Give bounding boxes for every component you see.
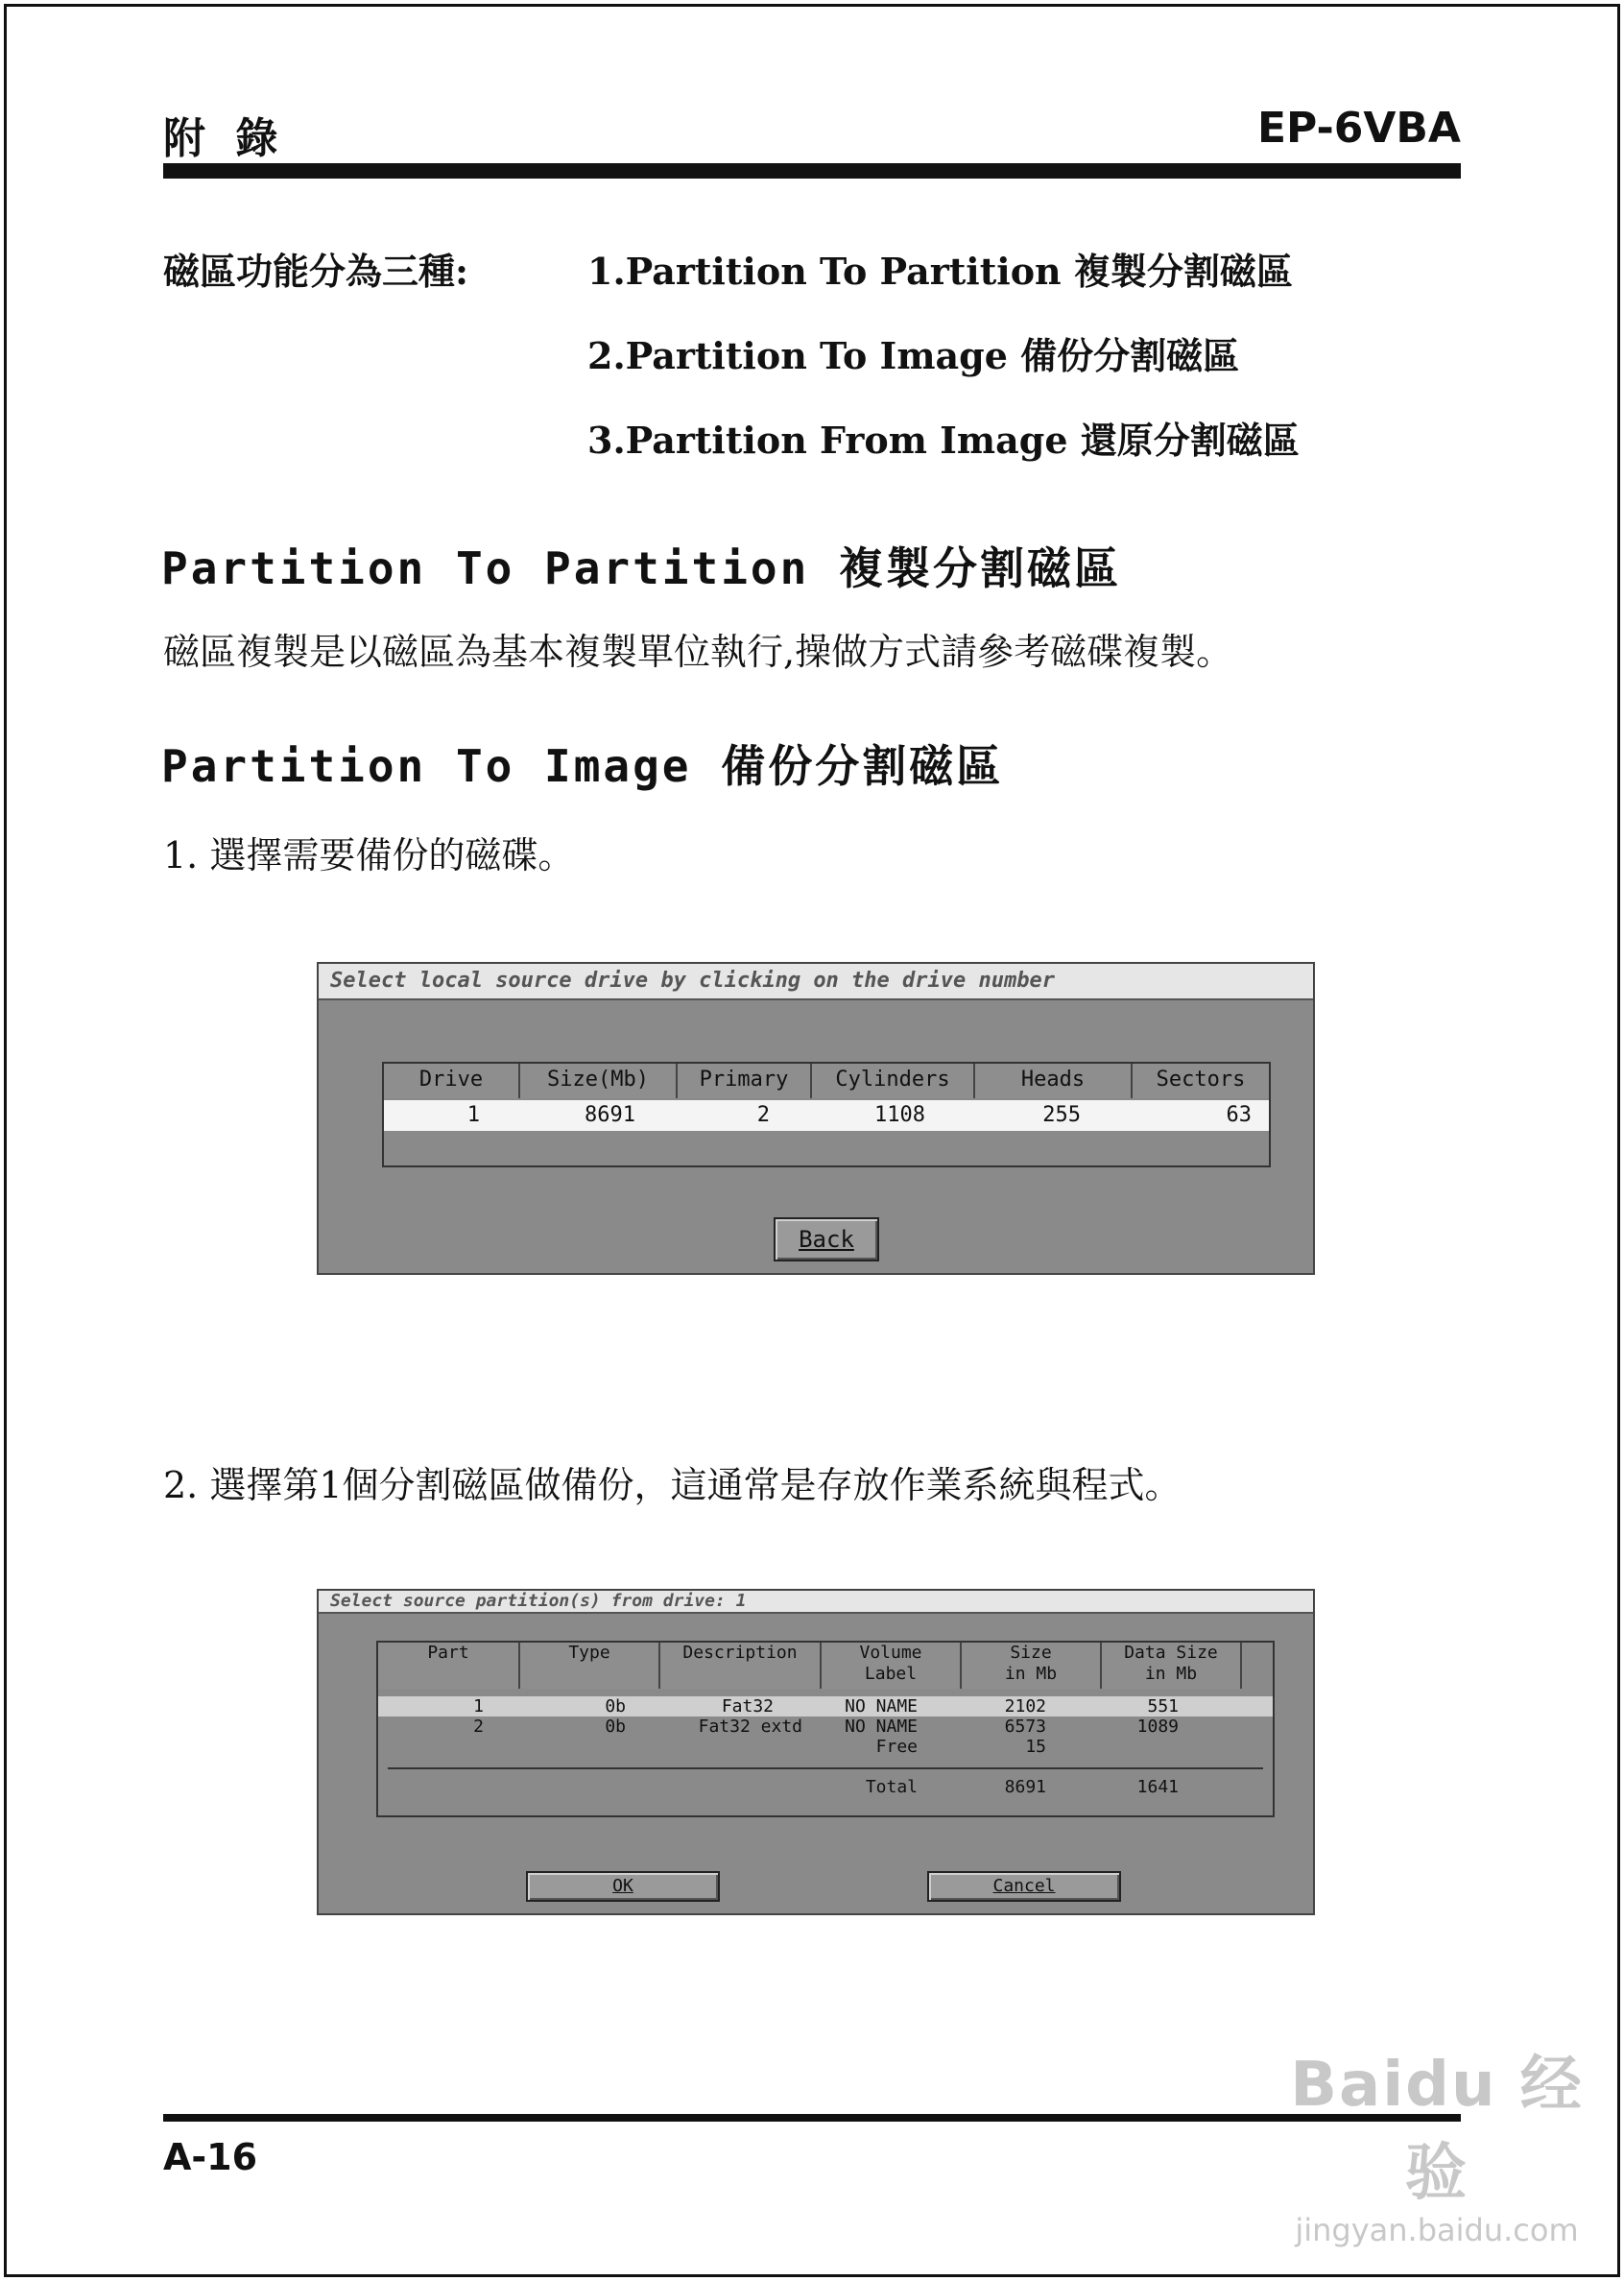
source-drive-dialog (317, 962, 1315, 1275)
cell-description: Fat32 (721, 1696, 774, 1717)
header-appendix: 附 錄 (163, 114, 286, 163)
cancel-button[interactable] (927, 1871, 1121, 1902)
free-space-row (378, 1737, 1273, 1757)
cell-size: 2102 (1004, 1696, 1046, 1717)
cell-type: 0b (605, 1717, 626, 1737)
dialog-title: Select source partition(s) from drive: 1 (319, 1591, 1313, 1614)
section-body: 磁區複製是以磁區為基本複製單位執行,操做方式請參考磁碟複製。 (163, 631, 1233, 673)
column-header: Part (378, 1643, 520, 1689)
cell-primary: 2 (756, 1103, 770, 1127)
header-rule (163, 163, 1461, 179)
intro-item: 3.Partition From Image 還原分割磁區 (587, 419, 1300, 462)
watermark (1278, 2035, 1595, 2248)
page-number: A-16 (163, 2136, 258, 2178)
column-header: Type (520, 1643, 660, 1689)
cell-size: 15 (1025, 1737, 1046, 1757)
column-header: Drive (384, 1064, 520, 1098)
cell-description: Fat32 extd (698, 1717, 802, 1737)
cell-part: 1 (473, 1696, 484, 1717)
step-text: 2. 選擇第1個分割磁區做備份，這通常是存放作業系統與程式。 (163, 1464, 1182, 1506)
intro-lead: 磁區功能分為三種: (163, 250, 469, 293)
cell-drive: 1 (466, 1103, 480, 1127)
back-button[interactable] (774, 1217, 879, 1261)
total-size: 8691 (1004, 1777, 1046, 1797)
cell-part: 2 (473, 1717, 484, 1737)
watermark-url: jingyan.baidu.com (1295, 2212, 1579, 2248)
cancel-button-label: Cancel (992, 1876, 1056, 1896)
cell-data-size: 551 (1147, 1696, 1179, 1717)
total-label: Total (865, 1777, 918, 1797)
column-header: Cylinders (812, 1064, 975, 1098)
partition-row[interactable] (378, 1717, 1273, 1737)
total-data-size: 1641 (1136, 1777, 1179, 1797)
section-title: Partition To Partition 複製分割磁區 (161, 542, 1121, 594)
column-header: Primary (678, 1064, 812, 1098)
intro-item: 1.Partition To Partition 複製分割磁區 (587, 250, 1293, 293)
source-partition-dialog (317, 1589, 1315, 1915)
intro-item: 2.Partition To Image 備份分割磁區 (587, 334, 1240, 377)
cell-heads: 255 (1042, 1103, 1081, 1127)
cell-label: Free (875, 1737, 918, 1757)
section-title: Partition To Image 備份分割磁區 (161, 740, 1004, 792)
footer-rule (163, 2114, 1461, 2122)
watermark-logo: Baidu 经验 (1290, 2050, 1584, 2209)
column-header: Data Size in Mb (1102, 1643, 1242, 1689)
partition-table (376, 1641, 1275, 1817)
cell-label: NO NAME (845, 1696, 918, 1717)
column-header: Size(Mb) (520, 1064, 678, 1098)
back-button-label: Back (799, 1226, 854, 1253)
partition-row[interactable] (378, 1696, 1273, 1717)
cell-cylinders: 1108 (874, 1103, 925, 1127)
column-header: Sectors (1133, 1064, 1269, 1098)
drive-row[interactable] (384, 1100, 1269, 1131)
drive-table (382, 1062, 1271, 1167)
column-header: Volume Label (822, 1643, 962, 1689)
step-text: 1. 選擇需要備份的磁碟。 (163, 834, 575, 876)
header-model: EP-6VBA (1256, 104, 1461, 153)
cell-size: 6573 (1004, 1717, 1046, 1737)
cell-size: 8691 (585, 1103, 635, 1127)
dialog-title: Select local source drive by clicking on the drive number (319, 964, 1313, 1000)
column-header: Size in Mb (962, 1643, 1102, 1689)
cell-sectors: 63 (1226, 1103, 1252, 1127)
total-divider (388, 1767, 1263, 1769)
total-row (378, 1777, 1273, 1798)
cell-type: 0b (605, 1696, 626, 1717)
cell-data-size: 1089 (1136, 1717, 1179, 1737)
cell-label: NO NAME (845, 1717, 918, 1737)
ok-button[interactable] (526, 1871, 720, 1902)
ok-button-label: OK (612, 1876, 633, 1896)
column-header: Heads (975, 1064, 1133, 1098)
column-header: Description (660, 1643, 822, 1689)
